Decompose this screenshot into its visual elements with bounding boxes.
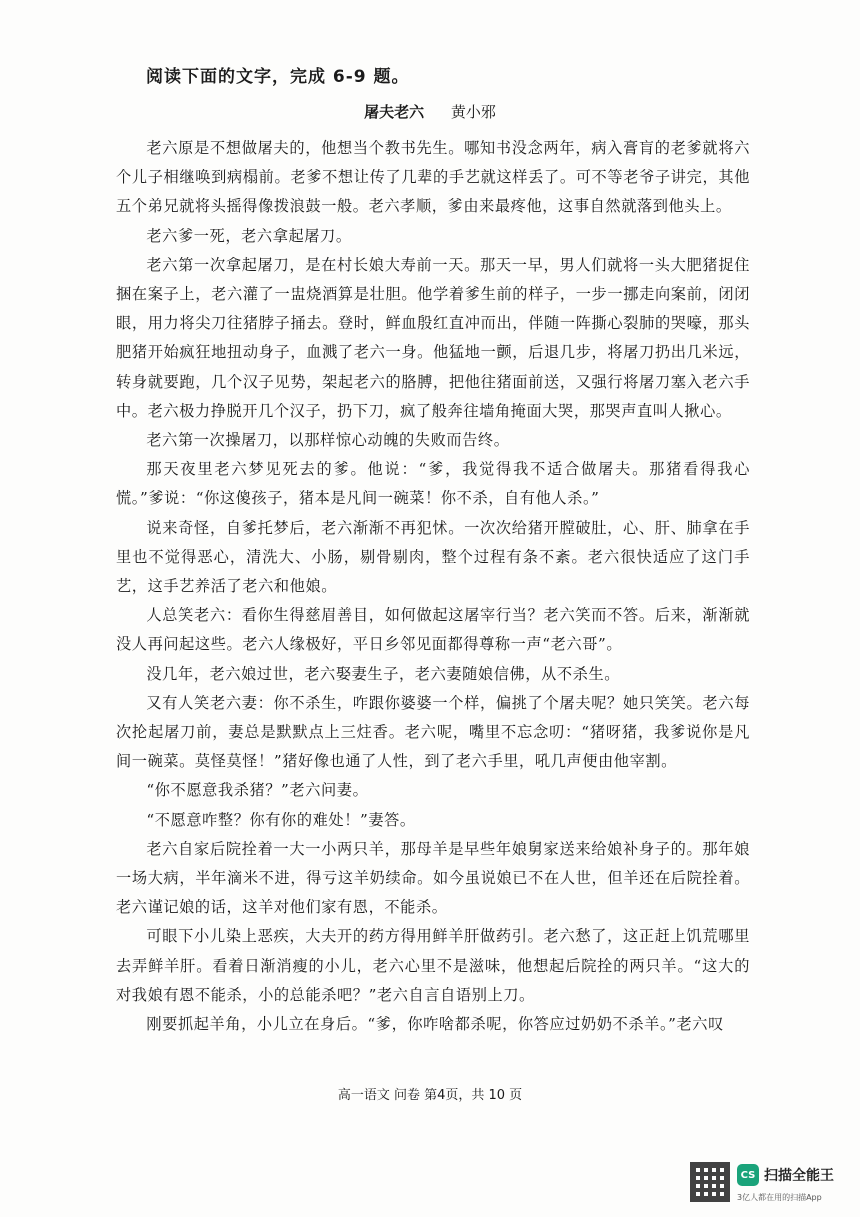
article-body bbox=[116, 134, 750, 1039]
paragraph: 没几年，老六娘过世，老六娶妻生子，老六妻随娘信佛，从不杀生。 bbox=[146, 664, 621, 683]
paragraph: 说来奇怪，自爹托梦后，老六渐渐不再犯怵。一次次给猪开膛破肚，心、肝、肺拿在手里也不觉得恶心，清洗大、小肠，剔骨剔肉，整个过程有条不紊。老六很快适应了这门手艺，这手艺养活了老六和他娘。 bbox=[116, 518, 750, 596]
paragraph: 老六爹一死，老六拿起屠刀。 bbox=[146, 226, 352, 245]
scanner-watermark bbox=[737, 1164, 834, 1186]
paragraph: 老六原是不想做屠夫的，他想当个教书先生。哪知书没念两年，病入膏肓的老爹就将六个儿子相继唤到病榻前。老爹不想让传了几辈的手艺就这样丢了。可不等老爷子讲完，其他五个弟兄就将头摇得像拨浪鼓一般。老六孝顺，爹由来最疼他，这事自然就落到他头上。 bbox=[116, 139, 750, 216]
scanner-app-name: 扫描全能王 bbox=[764, 1168, 834, 1184]
question-instruction: 阅读下面的文字，完成 6-9 题。 bbox=[146, 67, 410, 87]
camscanner-logo-icon: CS bbox=[737, 1164, 759, 1186]
paragraph: 老六第一次操屠刀，以那样惊心动魄的失败而告终。 bbox=[146, 431, 510, 450]
qr-code-icon bbox=[690, 1162, 730, 1202]
paragraph: 人总笑老六：看你生得慈眉善目，如何做起这屠宰行当？老六笑而不答。后来，渐渐就没人再问起这些。老六人缘极好，平日乡邻见面都得尊称一声“老六哥”。 bbox=[116, 606, 750, 654]
paragraph: 那天夜里老六梦见死去的爹。他说：“爹，我觉得我不适合做屠夫。那猪看得我心慌。”爹说：“你这傻孩子，猪本是凡间一碗菜！你不杀，自有他人杀。” bbox=[116, 460, 750, 508]
paragraph: 又有人笑老六妻：你不杀生，咋跟你婆婆一个样，偏挑了个屠夫呢？她只笑笑。老六每次抡起屠刀前，妻总是默默点上三炷香。老六呢，嘴里不忘念叨：“猪呀猪，我爹说你是凡间一碗菜。莫怪莫怪！”猪好像也通了人性，到了老六手里，吼几声便由他宰割。 bbox=[116, 693, 750, 771]
paragraph: 老六第一次拿起屠刀，是在村长娘大寿前一天。那天一早，男人们就将一头大肥猪捉住捆在案子上，老六灌了一盅烧酒算是壮胆。他学着爹生前的样子，一步一挪走向案前，闭闭眼，用力将尖刀往猪脖子捅去。登时，鲜血殷红直冲而出，伴随一阵撕心裂肺的哭嚎，那头肥猪开始疯狂地扭动身子，血溅了老六一身。他猛地一颤，后退几步，将屠刀扔出几米远，转身就要跑，几个汉子见势，架起老六的胳膊，把他往猪面前送，又强行将屠刀塞入老六手中。老六极力挣脱开几个汉子，扔下刀，疯了般奔往墙角掩面大哭，那哭声直叫人揪心。 bbox=[116, 255, 750, 420]
paragraph: 老六自家后院拴着一大一小两只羊，那母羊是早些年娘舅家送来给娘补身子的。那年娘一场大病，半年滴米不进，得亏这羊奶续命。如今虽说娘已不在人世，但羊还在后院拴着。老六谨记娘的话，这羊对他们家有恩，不能杀。 bbox=[116, 839, 750, 917]
paragraph: 刚要抓起羊角，小儿立在身后。“爹，你咋啥都杀呢，你答应过奶奶不杀羊。”老六叹 bbox=[146, 1015, 724, 1034]
article-author: 黄小邪 bbox=[450, 103, 496, 121]
article-heading bbox=[0, 101, 860, 122]
paragraph: “不愿意咋整？你有你的难处！”妻答。 bbox=[146, 810, 416, 829]
paragraph: 可眼下小儿染上恶疾，大夫开的药方得用鲜羊肝做药引。老六愁了，这正赶上饥荒哪里去弄鲜羊肝。看着日渐消瘦的小儿，老六心里不是滋味，他想起后院拴的两只羊。“这大的对我娘有恩不能杀，小的总能杀吧？”老六自言自语别上刀。 bbox=[116, 927, 750, 1004]
article-title: 屠夫老六 bbox=[364, 103, 425, 121]
scanner-tagline: 3亿人都在用的扫描App bbox=[737, 1193, 822, 1202]
page-footer: 高一语文 问卷 第4页，共 10 页 bbox=[337, 1088, 523, 1103]
paragraph: “你不愿意我杀猪？”老六问妻。 bbox=[146, 781, 369, 800]
